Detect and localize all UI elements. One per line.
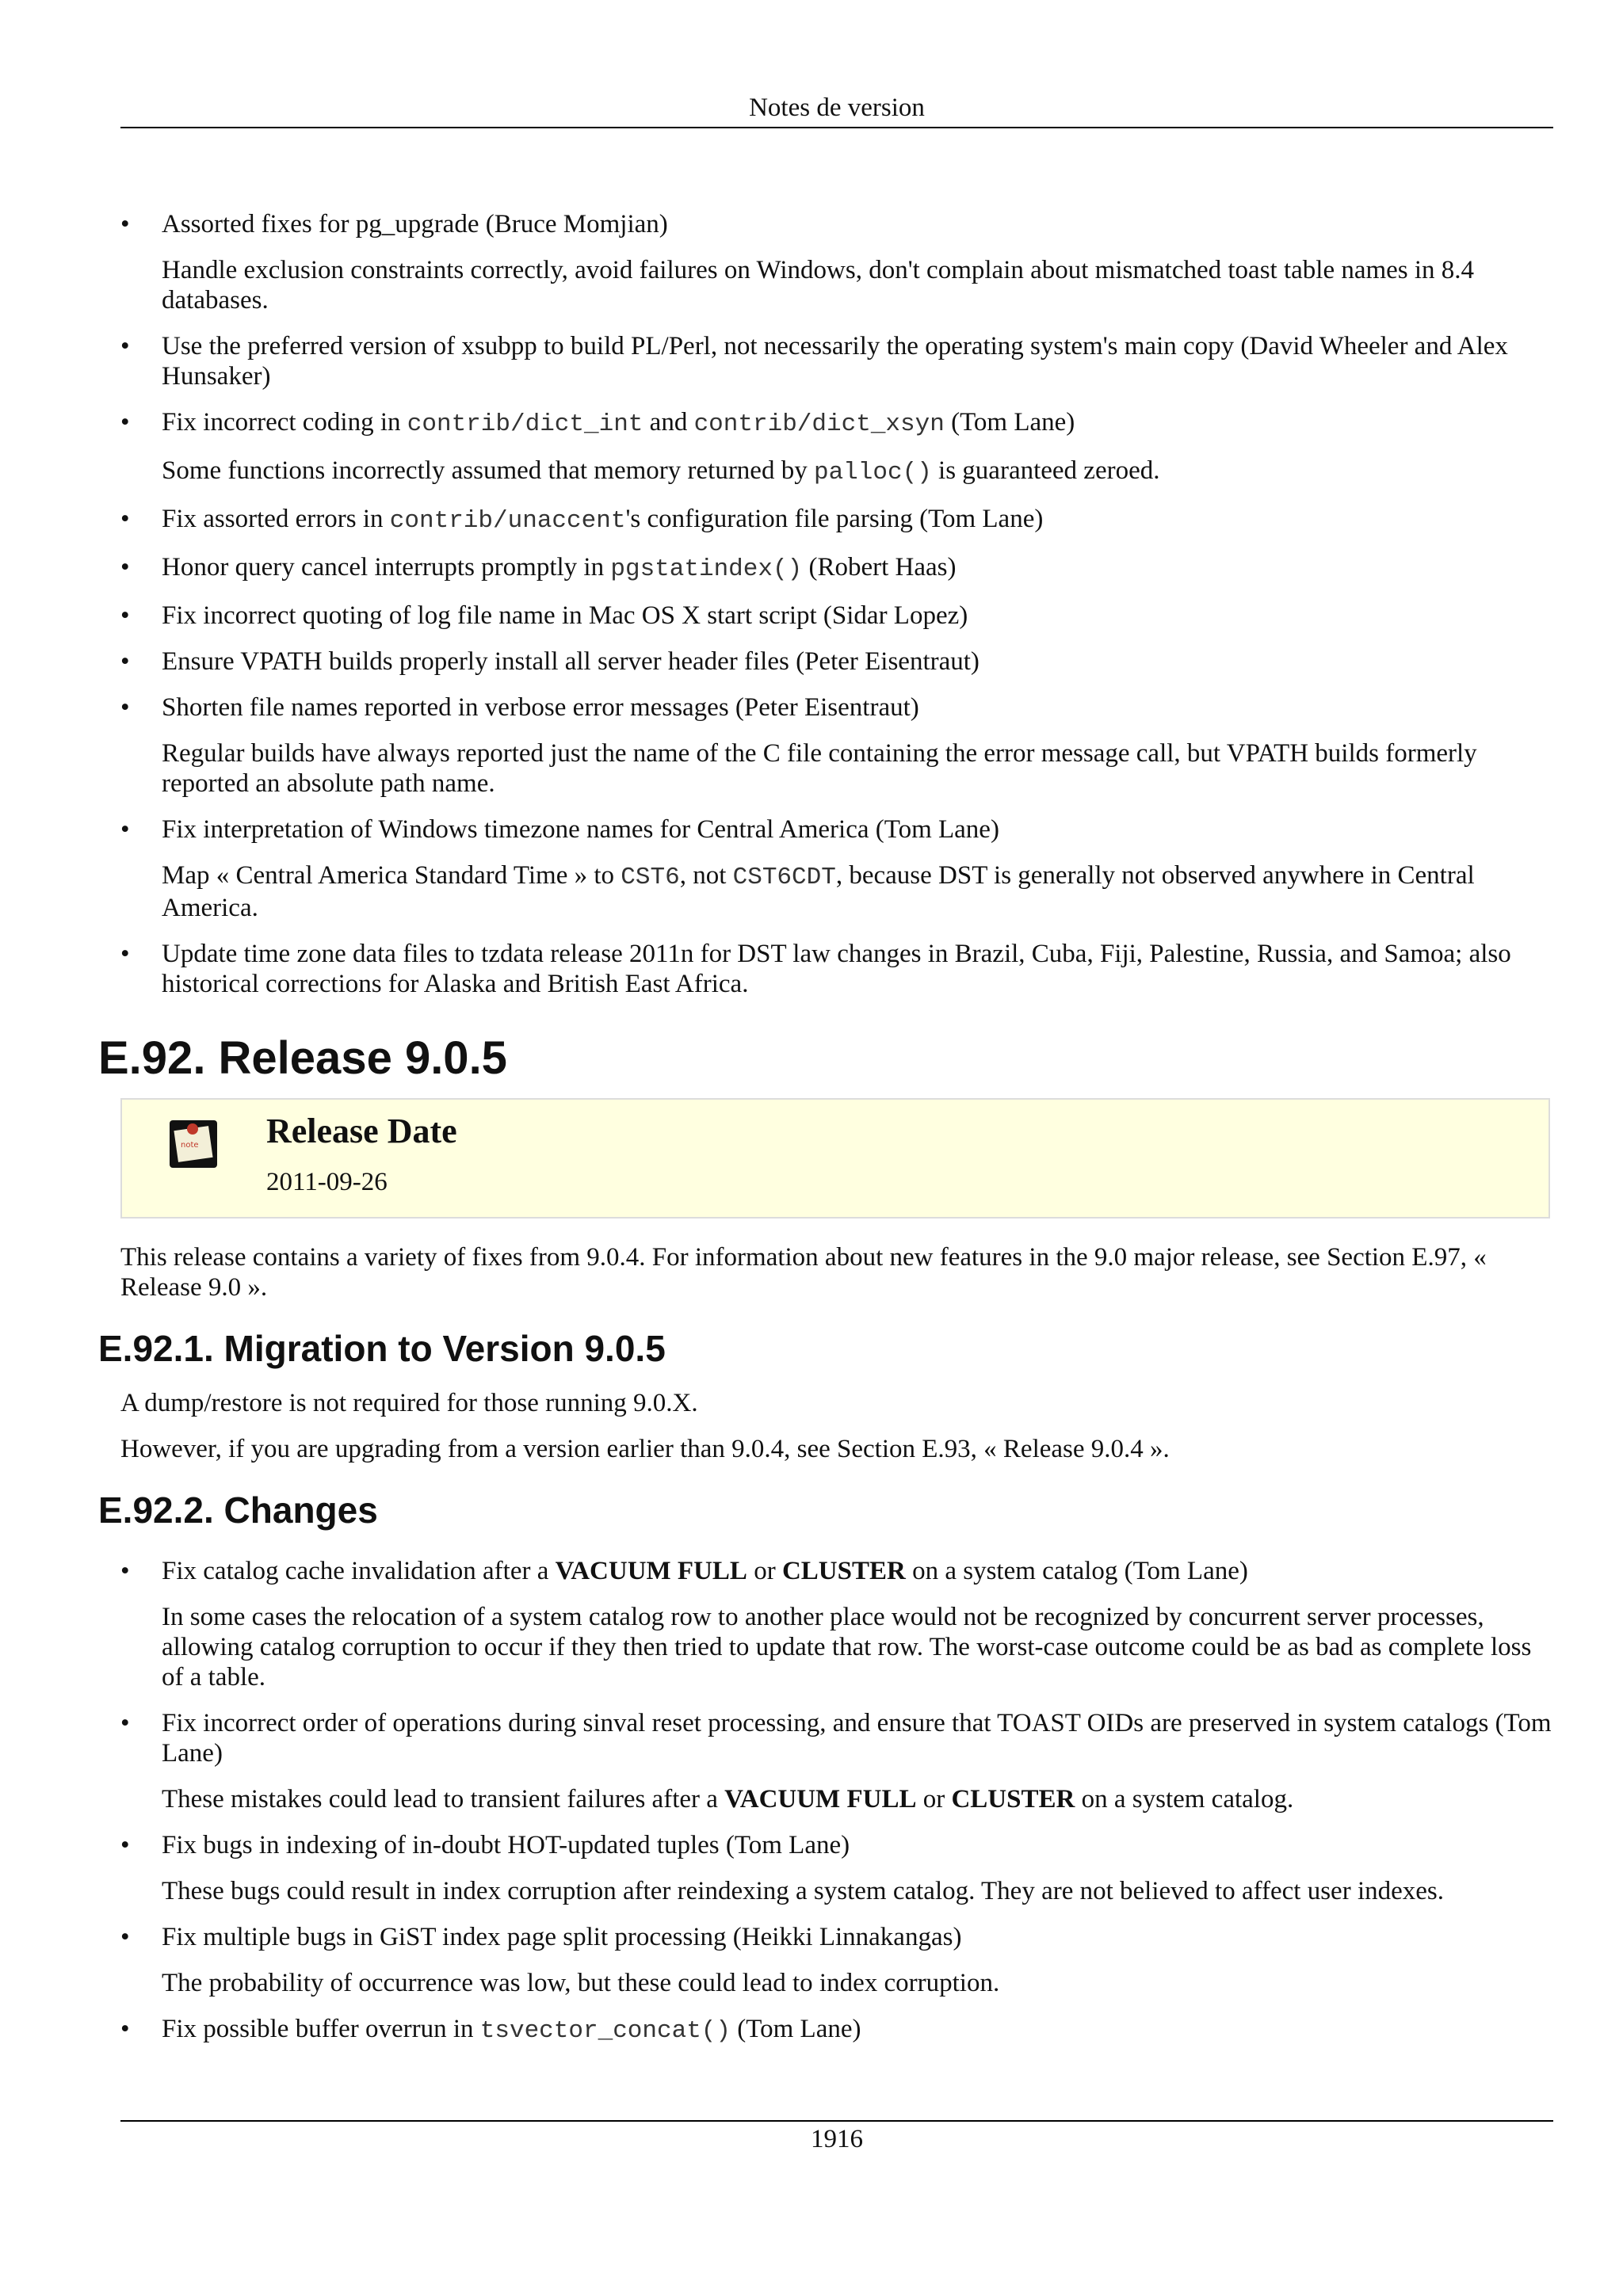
command-name: CLUSTER [781, 1557, 906, 1585]
code-literal: contrib/dict_int [407, 410, 643, 438]
code-literal: contrib/dict_xsyn [693, 410, 945, 438]
bullet: • [120, 2015, 130, 2043]
text-run: or [747, 1557, 782, 1585]
code-literal: contrib/unaccent [389, 507, 626, 535]
item-text [162, 1556, 1553, 1586]
bullet: • [120, 210, 130, 238]
text-run: Use the preferred version of xsubpp to build PL/Perl, not necessarily the operating system's main copy (David Wheeler and Alex Hunsaker) [162, 332, 1508, 391]
text-run: Fix incorrect order of operations during sinval reset processing, and ensure that TOAST OIDs are preserved in system catalogs (Tom Lane) [162, 1709, 1552, 1768]
note-title: Release Date [266, 1112, 457, 1150]
list-item [120, 552, 1553, 585]
fix-list-9-0-6 [120, 209, 1553, 1015]
text-run: on a system catalog (Tom Lane) [905, 1557, 1248, 1585]
text-run: (Tom Lane) [731, 2015, 861, 2043]
item-description [162, 738, 1553, 799]
text-run: Fix assorted errors in [162, 505, 390, 533]
item-text [162, 1922, 1553, 1952]
text-run: 's configuration file parsing (Tom Lane) [625, 505, 1044, 533]
item-text [162, 209, 1553, 239]
text-run: is guaranteed zeroed. [931, 456, 1160, 485]
text-run: Fix bugs in indexing of in-doubt HOT-updated tuples (Tom Lane) [162, 1831, 850, 1859]
item-description [162, 456, 1553, 488]
footer-rule [120, 2120, 1553, 2122]
bullet: • [120, 408, 130, 437]
text-run: Fix possible buffer overrun in [162, 2015, 480, 2043]
text-run: Fix multiple bugs in GiST index page split processing (Heikki Linnakangas) [162, 1923, 962, 1951]
item-text [162, 331, 1553, 391]
release-date: 2011-09-26 [266, 1168, 388, 1196]
text-run: Fix incorrect quoting of log file name in Mac OS X start script (Sidar Lopez) [162, 601, 968, 630]
changes-title: E.92.2. Changes [98, 1489, 378, 1531]
text-run: The probability of occurrence was low, but these could lead to index corruption. [162, 1969, 1000, 1997]
bullet: • [120, 553, 130, 582]
note-icon: note [170, 1120, 217, 1168]
bullet: • [120, 693, 130, 722]
list-item [120, 646, 1553, 677]
item-text [162, 2014, 1553, 2046]
list-item [120, 1922, 1553, 1998]
item-description [162, 1784, 1553, 1814]
item-text [162, 504, 1553, 536]
item-text [162, 552, 1553, 585]
running-header: Notes de version [749, 93, 925, 122]
item-text [162, 814, 1553, 845]
bullet: • [120, 1831, 130, 1859]
list-item [120, 1556, 1553, 1692]
code-literal: pgstatindex() [610, 555, 803, 583]
bullet: • [120, 940, 130, 968]
text-run: Fix interpretation of Windows timezone names for Central America (Tom Lane) [162, 815, 999, 844]
item-text [162, 1708, 1553, 1768]
list-item [120, 209, 1553, 315]
bullet: • [120, 1557, 130, 1585]
list-item [120, 1830, 1553, 1906]
text-run: Shorten file names reported in verbose error messages (Peter Eisentraut) [162, 693, 919, 722]
text-run: Assorted fixes for pg_upgrade (Bruce Momjian) [162, 210, 668, 238]
list-item [120, 407, 1553, 488]
text-run: Regular builds have always reported just the name of the C file containing the error message call, but VPATH builds formerly reported an absolute path name. [162, 739, 1477, 798]
item-text [162, 939, 1553, 999]
changes-list [120, 1556, 1553, 2062]
intro-paragraph: This release contains a variety of fixes from 9.0.4. For information about new features in the 9.0 major release, see Section E.97, « Release 9.0 ». [120, 1243, 1487, 1302]
text-run: Some functions incorrectly assumed that memory returned by [162, 456, 814, 485]
migration-title: E.92.1. Migration to Version 9.0.5 [98, 1328, 666, 1369]
item-text [162, 601, 1553, 631]
text-run: Update time zone data files to tzdata release 2011n for DST law changes in Brazil, Cuba, Fiji, Palestine, Russia, and Samoa; also historical corrections for Alaska and British East Africa. [162, 940, 1511, 998]
bullet: • [120, 1709, 130, 1737]
item-description [162, 1968, 1553, 1998]
bullet: • [120, 332, 130, 360]
item-description [162, 860, 1553, 923]
command-name: VACUUM FULL [555, 1557, 747, 1585]
bullet: • [120, 505, 130, 533]
bullet: • [120, 815, 130, 844]
item-text [162, 1830, 1553, 1860]
code-literal: CST6 [621, 864, 680, 891]
text-run: Ensure VPATH builds properly install all server header files (Peter Eisentraut) [162, 647, 980, 676]
item-description [162, 255, 1553, 315]
text-run: , not [679, 861, 733, 890]
text-run: Map « Central America Standard Time » to [162, 861, 621, 890]
code-literal: CST6CDT [732, 864, 836, 891]
text-run: These bugs could result in index corruption after reindexing a system catalog. They are not believed to affect user indexes. [162, 1877, 1444, 1905]
item-description [162, 1876, 1553, 1906]
list-item [120, 601, 1553, 631]
list-item [120, 939, 1553, 999]
text-run: In some cases the relocation of a system catalog row to another place would not be recognized by concurrent server processes, allowing catalog corruption to occur if they then tried to update that row. The worst-case outcome could be as bad as complete loss of a table. [162, 1603, 1532, 1691]
text-run: (Tom Lane) [944, 408, 1075, 437]
text-run: or [916, 1785, 952, 1814]
bullet: • [120, 1923, 130, 1951]
migration-paragraph-2: However, if you are upgrading from a version earlier than 9.0.4, see Section E.93, « Release 9.0.4 ». [120, 1435, 1170, 1463]
text-run: These mistakes could lead to transient failures after a [162, 1785, 725, 1814]
list-item [120, 692, 1553, 799]
list-item [120, 504, 1553, 536]
bullet: • [120, 601, 130, 630]
list-item [120, 331, 1553, 391]
list-item [120, 814, 1553, 923]
item-description [162, 1602, 1553, 1692]
migration-paragraph-1: A dump/restore is not required for those running 9.0.X. [120, 1389, 698, 1417]
section-title-release-9-0-5: E.92. Release 9.0.5 [98, 1032, 507, 1084]
text-run: (Robert Haas) [802, 553, 957, 582]
text-run: Handle exclusion constraints correctly, avoid failures on Windows, don't complain about mismatched toast table names in 8.4 databases. [162, 256, 1475, 315]
text-run: Fix incorrect coding in [162, 408, 407, 437]
command-name: VACUUM FULL [724, 1785, 917, 1814]
text-run: , because DST is generally not observed anywhere in Central America. [162, 861, 1475, 922]
code-literal: tsvector_concat() [479, 2017, 731, 2045]
item-text [162, 646, 1553, 677]
code-literal: palloc() [813, 459, 932, 486]
text-run: Honor query cancel interrupts promptly in [162, 553, 611, 582]
list-item [120, 2014, 1553, 2046]
command-name: CLUSTER [951, 1785, 1075, 1814]
page-number: 1916 [811, 2125, 863, 2153]
text-run: on a system catalog. [1075, 1785, 1294, 1814]
text-run: Fix catalog cache invalidation after a [162, 1557, 556, 1585]
list-item [120, 1708, 1553, 1814]
text-run: and [643, 408, 694, 437]
bullet: • [120, 647, 130, 676]
item-text [162, 692, 1553, 723]
release-date-note [120, 1098, 1550, 1219]
header-rule [120, 127, 1553, 128]
item-text [162, 407, 1553, 440]
